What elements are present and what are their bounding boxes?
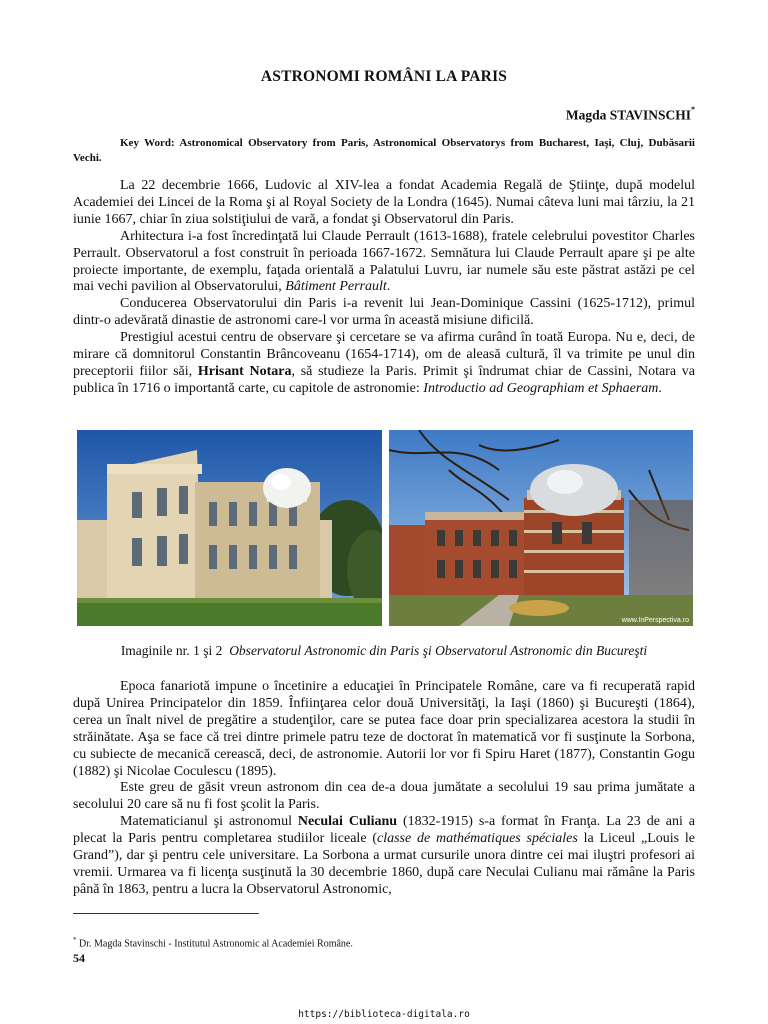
text-run: Epoca fanariotă impune o încetinire a educaţiei în Principatele Române, care va fi recuperată rapid după Unirea Principatelor din 1859. Înfiinţarea celor două Universităţi, la Iaşi (1860) şi Bucureşti (1864), cerea un înalt nivel de pregătire a studenţilor, care se putea face doar prin specializarea acestora la studii în străinătate. Aşa se face că trei dintre primele patru teze de doctorat în matematică vor fi susţinute la Sorbona, cu subiecte de mecanică cerească, deci, de astronomie. Autorii lor vor fi Spiru Haret (1877), Constantin Gogu (1882) şi Nicolae Coculescu (1895). — [73, 679, 695, 779]
paragraph — [73, 330, 695, 398]
article-title: ASTRONOMI ROMÂNI LA PARIS — [260, 68, 508, 85]
author-footnote-mark[interactable]: * — [691, 105, 695, 114]
paragraph — [73, 814, 695, 899]
photo-paris-observatory — [77, 430, 382, 626]
text-run: Prestigiul acestui centru de observare şi cercetare se va afirma curând în toată Europa. Nu e, deci, de mirare că domnitorul Constantin Brâncoveanu (1654-1714), om de aleasă cultură, îl va trimite pe unul din preceptorii fiilor săi, — [73, 330, 695, 379]
footnote-separator — [73, 913, 259, 914]
text-run: Este greu de găsit vreun astronom din cea de-a doua jumătate a secolului 19 sau prima jumătate a secolului 20 care să nu fi fost şcolit la Paris. — [73, 780, 695, 813]
figure-caption — [0, 643, 768, 659]
body-text-top — [73, 178, 695, 398]
text-run: . — [658, 380, 662, 396]
text-run: . — [386, 279, 391, 295]
author-line — [566, 107, 695, 124]
bold-text: Neculai Culianu — [297, 814, 398, 830]
italic-text: Introductio ad Geographiam et Sphaeram — [423, 380, 659, 396]
text-run: Conducerea Observatorului din Paris i-a revenit lui Jean-Dominique Cassini (1625-1712), primul dintr-o adevărată dinastie de astronomi care-l vor urma în această misiune dificilă. — [73, 296, 695, 329]
footnote-text: Dr. Magda Stavinschi - Institutul Astronomic al Academiei Române. — [76, 938, 353, 950]
bold-text: Hrisant Notara — [197, 363, 292, 379]
text-run: Arhitectura i-a fost încredinţată lui Claude Perrault (1613-1688), fratele celebrului povestitor Charles Perrault. Observatorul a fost construit în perioada 1667-1672. Semnătura lui Claude Perrault apare şi pe alte proiecte importante, de exemplu, faţada orientală a Palatului Luvru, iar numele său este păstrat astăzi pe cel mai vechi pavilion al Observatorului, — [73, 228, 695, 295]
text-run: (1832-1915) s-a format în Franţa. La 23 de ani a plecat la Paris pentru completarea studiilor liceale ( — [73, 814, 695, 847]
paragraph — [73, 679, 695, 780]
paragraph — [73, 178, 695, 229]
body-text-bottom — [73, 679, 695, 899]
footnote-mark: * — [73, 936, 77, 944]
text-run: La 22 decembrie 1666, Ludovic al XIV-lea a fondat Academia Regală de Ştiinţe, după modelul Academiei dei Lincei de la Roma şi al Royal Society de la Londra (1645). Numai câteva luni mai târziu, la 21 iunie 1667, chiar în ziua solstiţiului de vară, a fondat şi Observatorul din Paris. — [73, 178, 695, 227]
italic-text: classe de mathématiques spéciales — [376, 831, 578, 847]
paragraph — [73, 229, 695, 297]
keywords-text: Key Word: Astronomical Observatory from Paris, Astronomical Observatorys from Bucharest, Iaşi, Cluj, Dubăsarii Vechi. — [73, 137, 695, 164]
text-run: , să studieze la Paris. Primit şi îndrumat chiar de Cassini, Notara va publica în 1716 o importantă carte, cu capitole de astronomie: — [73, 363, 695, 396]
photo-bucharest-observatory — [389, 430, 693, 626]
italic-text: Bâtiment Perrault — [285, 279, 387, 295]
footnote — [73, 936, 353, 949]
keywords — [73, 136, 695, 166]
author-name: Magda STAVINSCHI — [565, 107, 691, 123]
photo-watermark: www.InPerspectiva.ro — [621, 617, 689, 624]
caption-prefix: Imaginile nr. 1 şi 2 — [120, 643, 223, 658]
caption-title: Observatorul Astronomic din Paris şi Observatorul Astronomic din Bucureşti — [229, 643, 648, 658]
text-run: la Liceul „Louis le Grand”), dar şi pentru cele universitare. La Sorbona a urmat cursurile unora dintre cei mai iluştri profesori ai vremii. Urmarea va fi licenţa susţinută la 30 decembrie 1860, după care Neculai Culianu mai rămâne la Paris până în 1863, pentru a lucra la Observatorul Astronomic, — [73, 831, 696, 897]
paragraph — [73, 296, 695, 330]
page-number: 54 — [73, 951, 85, 965]
paragraph — [73, 780, 695, 814]
source-url[interactable]: https://biblioteca-digitala.ro — [298, 1009, 470, 1020]
text-run: Matematicianul şi astronomul — [120, 814, 298, 830]
